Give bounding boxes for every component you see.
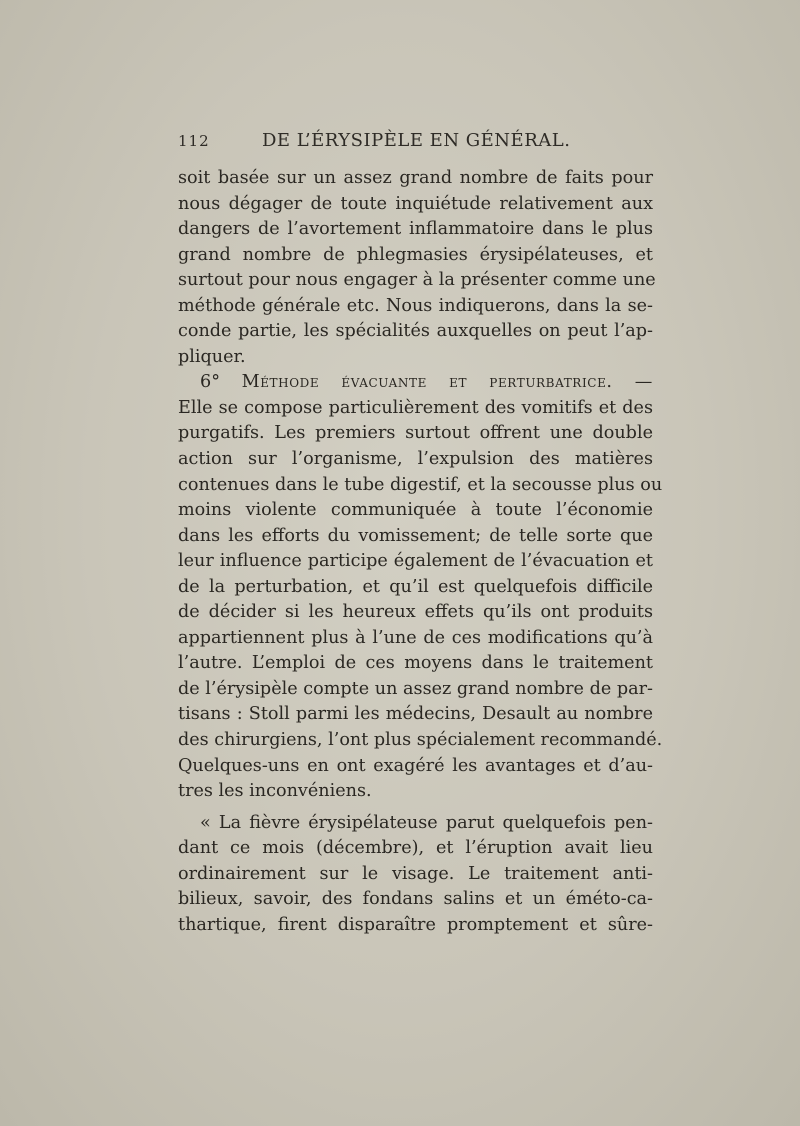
text-line: conde partie, les spécialités auxquelles on peut l’ap- <box>178 321 653 342</box>
text-line: leur influence participe également de l’évacuation et <box>178 551 653 572</box>
page-header <box>178 128 653 156</box>
text-line: moins violente communiquée à toute l’économie <box>178 500 653 521</box>
text-line: dangers de l’avortement inflammatoire dans le plus <box>178 219 653 240</box>
text-line: méthode générale etc. Nous indiquerons, dans la se- <box>178 295 653 316</box>
text-line: action sur l’organisme, l’expulsion des matières <box>178 449 653 470</box>
text-line: des chirurgiens, l’ont plus spécialement recommandé. <box>178 730 663 751</box>
page-number: 112 <box>178 132 210 150</box>
text-line: dans les efforts du vomissement; de telle sorte que <box>178 525 653 546</box>
text-line: l’autre. L’emploi de ces moyens dans le traitement <box>178 653 653 674</box>
text-line: « La fièvre érysipélateuse parut quelquefois pen- <box>200 812 653 833</box>
text-line: dant ce mois (décembre), et l’éruption avait lieu <box>178 838 653 859</box>
text-line: soit basée sur un assez grand nombre de faits pour <box>178 168 653 188</box>
text-line: de la perturbation, et qu’il est quelquefois difficile <box>178 576 653 597</box>
section-heading-line <box>178 370 653 396</box>
text-line: bilieux, savoir, des fondans salins et un éméto-ca- <box>178 889 653 910</box>
text-line: purgatifs. Les premiers surtout offrent une double <box>178 423 653 444</box>
text-line: appartiennent plus à l’une de ces modifications qu’à <box>178 627 653 648</box>
section-heading: Méthode évacuante et perturbatrice. — <box>241 372 653 393</box>
section-number: 6° <box>200 372 220 393</box>
text-line: thartique, firent disparaître promptement et sûre- <box>178 914 653 935</box>
text-line: contenues dans le tube digestif, et la secousse plus ou <box>178 474 663 495</box>
body-text <box>178 166 663 938</box>
text-line: tisans : Stoll parmi les médecins, Desault au nombre <box>178 704 653 725</box>
text-line: surtout pour nous engager à la présenter comme une <box>178 270 656 291</box>
text-line: nous dégager de toute inquiétude relativement aux <box>178 193 653 214</box>
running-title: DE L’ÉRYSIPÈLE EN GÉNÉRAL. <box>262 130 571 151</box>
text-line: tres les inconvéniens. <box>178 781 372 802</box>
text-line: ordinairement sur le visage. Le traitement anti- <box>178 863 653 884</box>
text-line: grand nombre de phlegmasies érysipélateuses, et <box>178 244 653 265</box>
text-line: de décider si les heureux effets qu’ils ont produits <box>178 602 653 623</box>
text-line: pliquer. <box>178 346 246 367</box>
text-line: Quelques-uns en ont exagéré les avantages et d’au- <box>178 755 653 776</box>
text-line: Elle se compose particulièrement des vomitifs et des <box>178 397 653 418</box>
text-line: de l’érysipèle compte un assez grand nombre de par- <box>178 678 653 699</box>
